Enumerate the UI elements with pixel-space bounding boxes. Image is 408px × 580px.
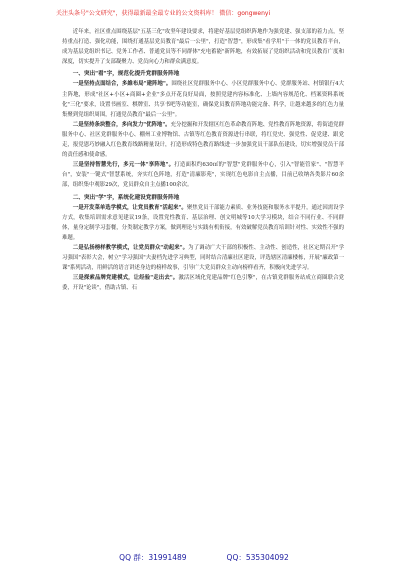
paragraph-body: 聚焦党员干部能力素质、业务技能和服务水平提升，通过因需设学方式，收集培训需求意见建议19条，设置党性教育、基层治理、创文明城等10大学习模块，结合不同行业、不同群体，量身定制学习套餐，分类制定教学方案，做到理论与实践有机衔接，有效破解党员教育培训针对性、实效性不强的难题。 — [62, 204, 344, 241]
paragraph-body: 激活区域化党建品牌"红色引擎"，在古镇党群服务站成立商圈联合党委，开设"论谈"，借助古镇、石 — [62, 275, 344, 292]
section-1-paragraph-1 — [62, 79, 344, 119]
paragraph-lead: 一是坚持点面结合，多維布局"建阵地"。 — [72, 81, 172, 88]
paragraph-lead: 二是弘扬榜样教学模式，让党员群众"动起来"。 — [72, 244, 189, 251]
footer-qq-group: QQ 群：31991489 — [119, 553, 187, 562]
paragraph-body: 打造面积约630㎡的"智慧"党群服务中心，引入"智能管家"、"智慧平台"，安装"一键式"智慧系统，夯实红色阵地，打造"清廉影苑"，实现红色电影自主点播，目前已收纳各类影片60余部，组织集中观影29次，党员群众自主点播100余次。 — [62, 162, 345, 189]
paragraph-lead: 一是开发菜单选学模式，让党员教育"活起来"。 — [72, 204, 187, 211]
paragraph-body: 围绕社区党群服务中心、小区党群服务中心、党群服务站、村镇银行4大主阵地，形成"社区+小区+商圈+企业"多点开花良好局面，按照党建内容标准化、上墙内容规范化、档案资料系统化"三化"要求，设置书画室、棋牌室、共享书吧等功能室，确保党员教育阵地功能完备、科学，让越来越多的红色力量集聚到党组织周围，打通党员教育"最后一公里"。 — [62, 81, 344, 118]
section-2-paragraph-1 — [62, 203, 344, 243]
paragraph-lead: 三是探索品牌党建模式，让经验"走出去"。 — [72, 275, 179, 282]
paragraph-lead: 二是坚持条块整合，多向发力"优阵地"。 — [72, 121, 171, 128]
section-2-paragraph-2 — [62, 243, 344, 273]
intro-paragraph: 近年来，社区重点围绕基层"五基三化"攻坚年建设要求，将建好基层党组织阵地作为强党建、强支部的着力点，坚持重点打造、强化功能，围绕打通基层党员教育"最后一公里"，打造"智慧"，形成集"看学用"于一体的党员教育平台，成为基层党组织书记、党务工作者、普通党员等不同群体"充电蓄能"新阵地，有效拓展了党组织活动和党员教育广度和深度，切实提升了支部凝聚力、党员向心力和群众满意度。 — [62, 29, 344, 66]
document-body — [62, 27, 344, 293]
section-2-title: 二、突出"学"字，系统化建设党群服务阵地 — [72, 194, 180, 201]
paragraph-lead: 三是坚持智慧先行，多元一体"享阵地"。 — [72, 162, 175, 169]
section-1-paragraph-2 — [62, 120, 344, 160]
section-1-paragraph-3 — [62, 160, 344, 190]
section-2-paragraph-3 — [62, 273, 344, 293]
paragraph-body: 充分挖掘和开发辖区红色革命教育阵地、党性教育阵地资源，将街道党群服务中心、社区党群服务中心、棚州工业博物馆、古镇等红色教育资源进行串联，将红党史、强党性、促党建、跟党走，报党恩巧妙融入红色教育线路精量设计，打造形成特色教育路线进一步加强党员干部队伍建设，切实增强党员干部的责任感和使命感。 — [62, 121, 344, 159]
section-1-title: 一、突出"看"字，规范化提升党群服务阵地 — [72, 71, 180, 78]
header-banner: 关注头条号"公文研究"，获得最新最全最专业的公文资料库！ 微信：gongwenyi — [56, 10, 271, 17]
paragraph-body: 为了调动广大干部的积极性、主动性、创造性，社区定期召开"学习强国"表彰大会，树立"学习强国"夫妻档先进学习典型，同时结合清廉社区建设，评选辖区清廉楼栋，开展"廉政第一课"系列活动，用鲜活的语言讲述身边的榜样故事，引导广大党员群众主动向榜样看齐，积极向先进学习。 — [62, 244, 344, 272]
footer-contacts — [0, 553, 408, 563]
footer-qq: QQ：535304092 — [226, 553, 289, 562]
